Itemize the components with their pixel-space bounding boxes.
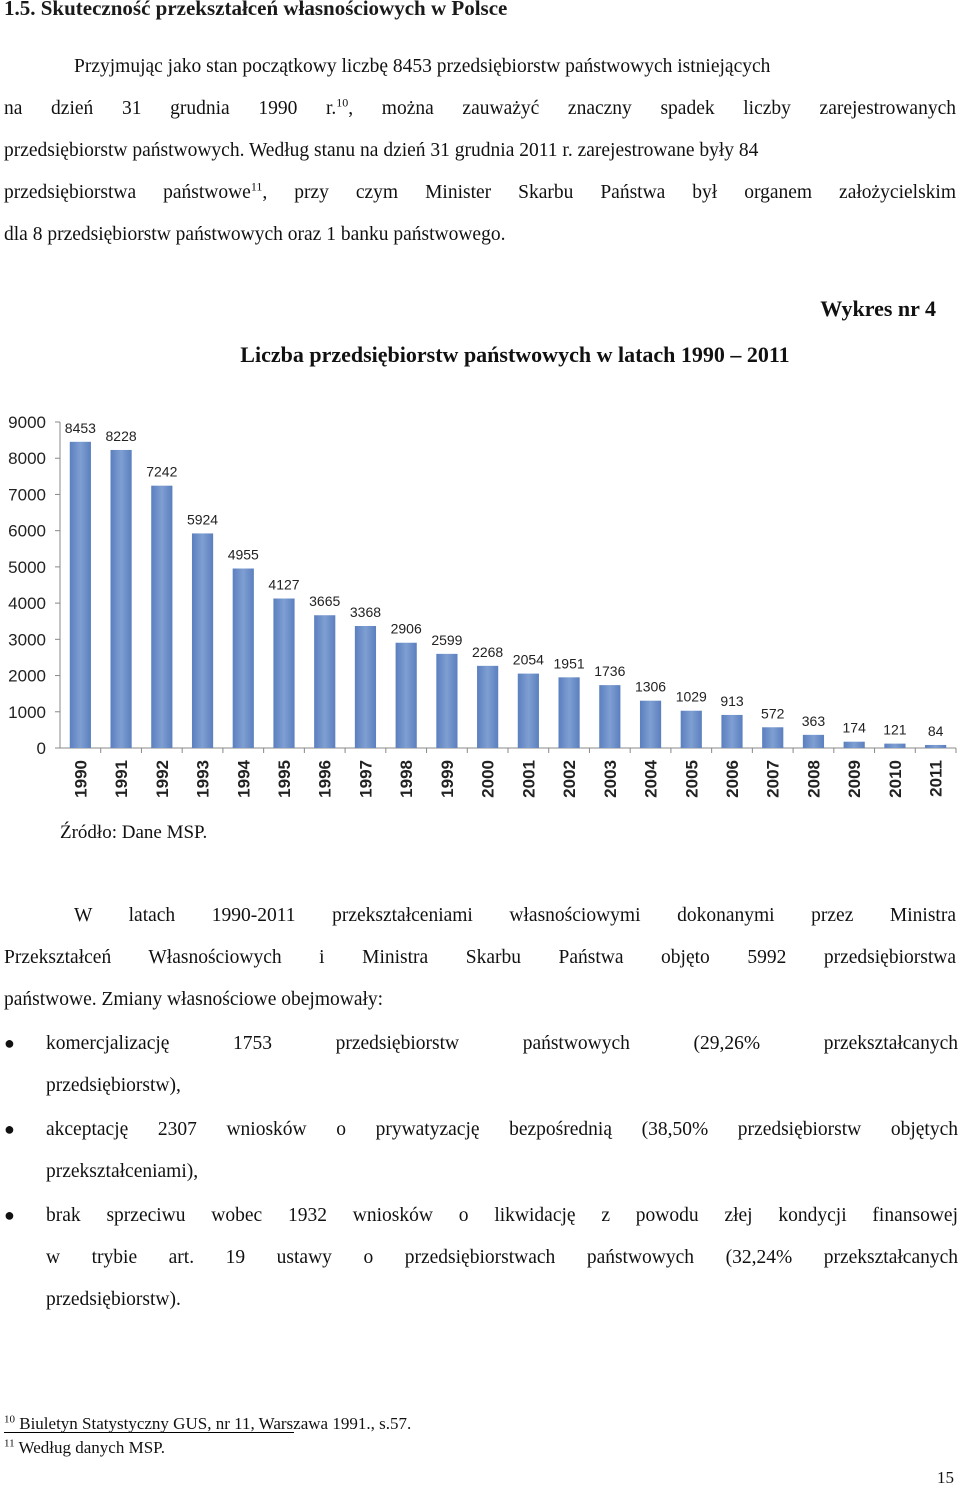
x-tick-label: 1997 [356, 760, 376, 798]
data-label-1997: 3368 [349, 604, 382, 621]
bar-2011 [925, 745, 946, 748]
data-label-1992: 7242 [146, 463, 178, 480]
chart-title: Liczba przedsiębiorstw państwowych w latach 1990 – 2011 [240, 342, 790, 367]
bar-2010 [884, 744, 905, 748]
data-label-1999: 2599 [431, 631, 463, 648]
bullet-icon: ● [4, 1119, 15, 1139]
x-tick-label: 1991 [112, 760, 132, 798]
bar-1998 [396, 643, 417, 748]
x-tick-label: 2001 [519, 760, 539, 798]
bar-1995 [273, 599, 294, 748]
y-tick-label: 5000 [8, 557, 46, 577]
second-paragraph [4, 895, 956, 1021]
intro-paragraph [4, 46, 956, 256]
bullet-3-line-2: w trybie art. 19 ustawy o przedsiębiorstwach państwowych (32,24% przekształcanych [46, 1247, 958, 1268]
data-label-2006: 913 [720, 692, 744, 709]
y-tick-label: 7000 [8, 485, 46, 505]
bullet-1-line-1: komercjalizację 1753 przedsiębiorstw państwowych (29,26% przekształcanych [46, 1033, 958, 1054]
x-tick-label: 1994 [234, 760, 254, 798]
data-label-2003: 1736 [594, 663, 626, 680]
bar-1997 [355, 626, 376, 748]
x-tick-label: 2008 [804, 760, 824, 798]
data-label-1998: 2906 [390, 620, 422, 637]
data-label-2001: 2054 [512, 651, 544, 668]
bar-1990 [70, 442, 91, 748]
x-tick-label: 2007 [763, 760, 783, 798]
data-label-1993: 5924 [186, 511, 219, 528]
para2-line-2: Przekształceń Własnościowych i Ministra Skarbu Państwa objęto 5992 przedsiębiorstwa [4, 947, 956, 968]
footnote-10: $^{10}$ Biuletyn Statystyczny GUS, nr 11, Warszawa 1991., s.57. [4, 1413, 412, 1433]
y-tick-label: 6000 [8, 521, 46, 541]
bar-2006 [721, 715, 742, 748]
data-label-2000: 2268 [472, 643, 504, 660]
intro-line-5: dla 8 przedsiębiorstw państwowych oraz 1 banku państwowego. [4, 224, 506, 245]
x-tick-label: 1996 [315, 760, 335, 798]
data-label-2011: 84 [927, 722, 944, 739]
y-tick-label: 0 [36, 739, 46, 758]
x-tick-label: 2005 [682, 760, 702, 798]
bar-2007 [762, 727, 783, 748]
y-tick-label: 9000 [8, 413, 46, 432]
data-label-2007: 572 [761, 705, 785, 722]
bullet-2-line-2: przekształceniami), [46, 1161, 199, 1182]
bar-2002 [559, 677, 580, 748]
y-tick-label: 2000 [8, 666, 46, 686]
data-label-2005: 1029 [675, 688, 707, 705]
chart-source: Źródło: Dane MSP. [60, 822, 208, 843]
bar-1991 [111, 450, 132, 748]
bullet-icon: ● [4, 1205, 15, 1225]
intro-line-2: na dzień 31 grudnia 1990 r.$^{10}$, można zauważyć znaczny spadek liczby zarejestrowanych [4, 95, 956, 119]
x-tick-label: 2004 [641, 760, 661, 798]
x-tick-label: 1992 [152, 760, 172, 798]
bar-2001 [518, 674, 539, 748]
x-tick-label: 1990 [71, 760, 91, 798]
bullet-3-line-1: brak sprzeciwu wobec 1932 wniosków o likwidację z powodu złej kondycji finansowej [46, 1205, 958, 1226]
data-label-2009: 174 [842, 719, 866, 736]
intro-line-1: Przyjmując jako stan początkowy liczbę 8453 przedsiębiorstw państwowych istniejących [74, 56, 771, 77]
bar-1996 [314, 615, 335, 748]
x-tick-label: 2002 [560, 760, 580, 798]
x-tick-label: 2003 [600, 760, 620, 798]
chart-number-label: Wykres nr 4 [820, 296, 936, 321]
bullet-icon: ● [4, 1033, 15, 1053]
data-label-1995: 4127 [268, 576, 300, 593]
x-tick-label: 1999 [437, 760, 457, 798]
para2-line-1: W latach 1990-2011 przekształceniami własnościowymi dokonanymi przez Ministra [74, 905, 956, 926]
bar-1993 [192, 533, 213, 748]
y-tick-label: 1000 [8, 702, 46, 722]
page-number: 15 [937, 1468, 954, 1487]
footnote-11: $^{11}$ Według danych MSP. [4, 1437, 165, 1457]
x-tick-label: 2006 [723, 760, 742, 798]
intro-line-4: przedsiębiorstwa państwowe$^{11}$, przy czym Minister Skarbu Państwa był organem założycielskim [4, 179, 956, 203]
bar-1992 [151, 486, 172, 748]
data-label-2010: 121 [883, 721, 907, 738]
data-label-2002: 1951 [553, 655, 585, 672]
y-tick-label: 8000 [8, 449, 46, 469]
section-heading: 1.5. Skuteczność przekształceń własnościowych w Polsce [4, 0, 508, 20]
x-tick-label: 2000 [478, 760, 498, 798]
bar-2003 [599, 685, 620, 748]
x-tick-label: 2010 [885, 760, 905, 798]
bullet-3-line-3: przedsiębiorstw). [46, 1289, 181, 1310]
x-tick-label: 1998 [397, 760, 417, 798]
bar-2004 [640, 701, 661, 748]
y-tick-label: 4000 [8, 594, 46, 614]
bar-chart [0, 400, 960, 810]
bar-2005 [681, 711, 702, 748]
data-label-2008: 363 [801, 712, 826, 729]
x-tick-label: 1993 [193, 760, 213, 798]
bullet-2-line-1: akceptację 2307 wniosków o prywatyzację bezpośrednią (38,50% przedsiębiorstw objętych [46, 1119, 958, 1140]
footnote-ref-11: 11 [250, 179, 263, 194]
bar-2008 [803, 735, 824, 748]
para2-line-3: państwowe. Zmiany własnościowe obejmowały: [4, 989, 384, 1010]
y-tick-label: 3000 [8, 630, 46, 650]
bullet-1-line-2: przedsiębiorstw), [46, 1075, 181, 1096]
x-tick-label: 2011 [926, 760, 946, 797]
intro-line-3: przedsiębiorstw państwowych. Według stanu na dzień 31 grudnia 2011 r. zarejestrowane były 84 [4, 140, 759, 161]
data-label-1991: 8228 [105, 427, 137, 444]
bar-1999 [436, 654, 457, 748]
footnote-ref-10: 10 [336, 95, 349, 110]
bar-2009 [844, 742, 865, 748]
data-label-1996: 3665 [309, 593, 341, 610]
bar-1994 [233, 569, 254, 748]
x-tick-label: 2009 [845, 760, 865, 798]
x-tick-label: 1995 [275, 760, 294, 798]
data-label-1990: 8453 [64, 419, 96, 436]
bar-2000 [477, 666, 498, 748]
data-label-1994: 4955 [227, 546, 259, 563]
data-label-2004: 1306 [634, 678, 667, 695]
